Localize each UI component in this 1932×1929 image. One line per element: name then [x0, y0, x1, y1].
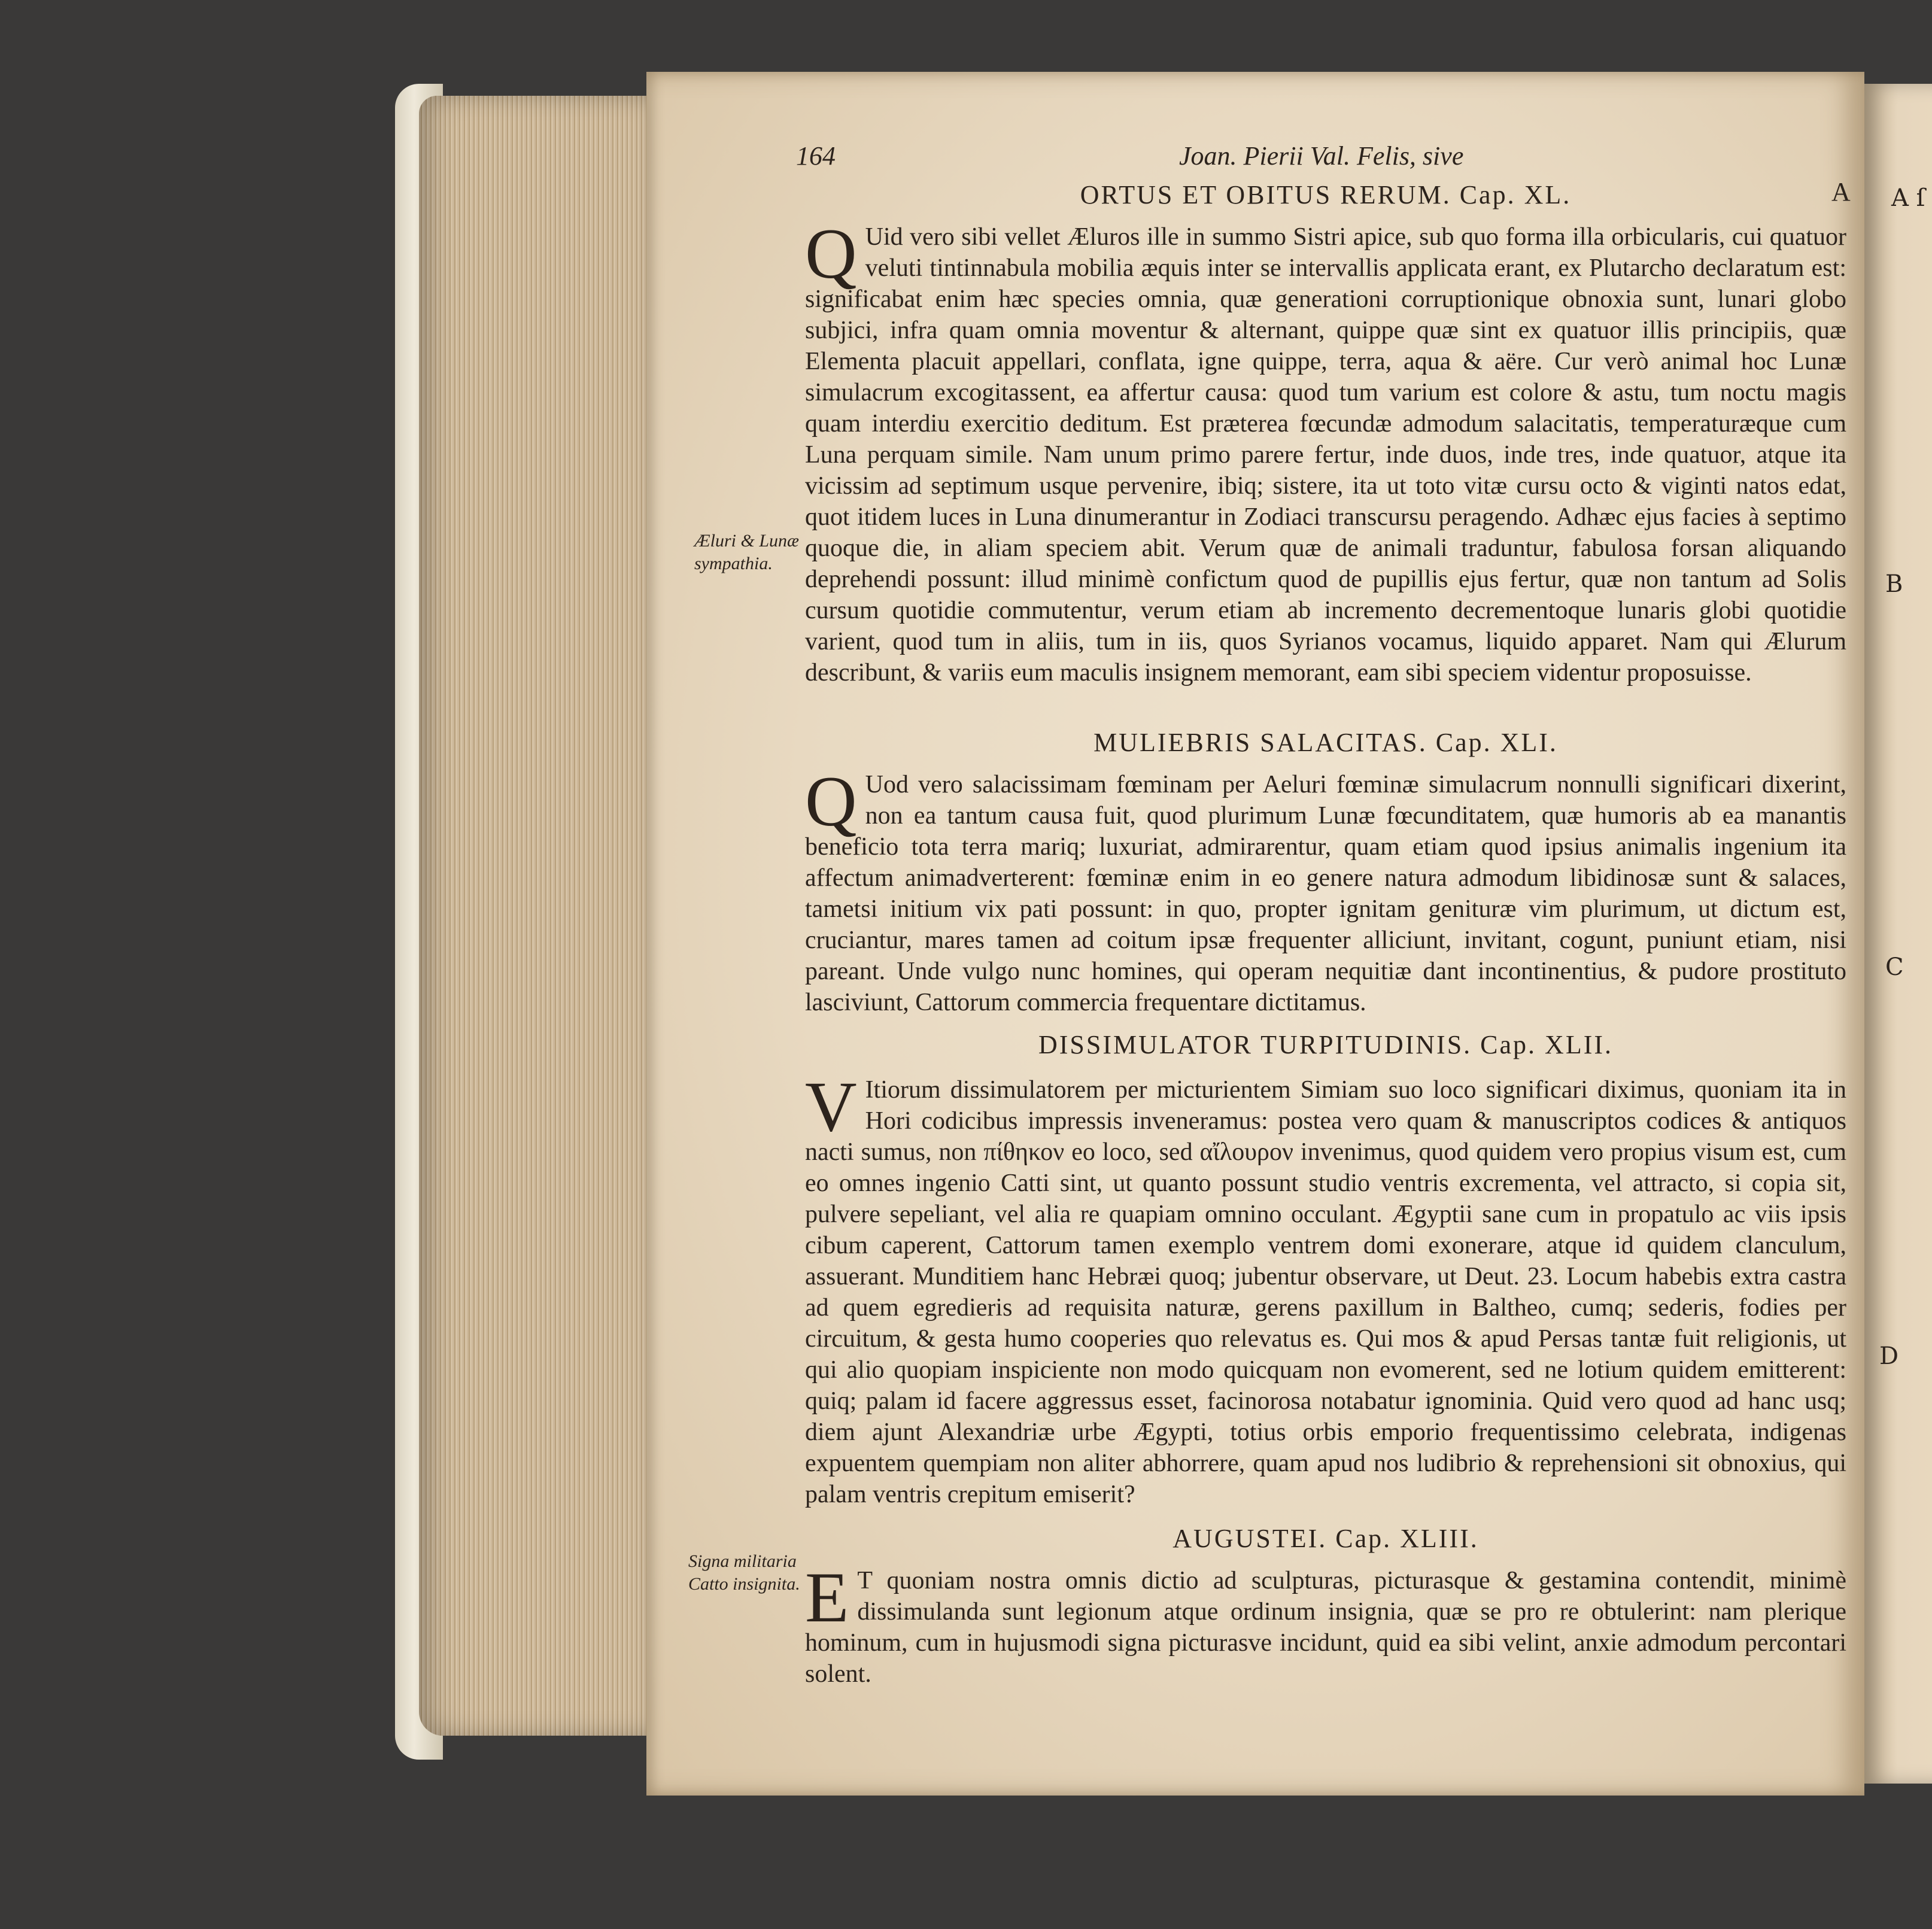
page-number: 164: [796, 141, 836, 171]
dropcap-q-2: Q: [805, 761, 857, 841]
chapter-40-body: [805, 214, 1846, 718]
chapter-heading-41: MULIEBRIS SALACITAS. Cap. XLI.: [1093, 728, 1558, 757]
chapter-41-body: [805, 761, 1846, 1020]
chapter-42-text: Itiorum dissimulatorem per micturientem Simiam suo loco significari diximus, quoniam ita in Hori codicibus impressis inveneramus: postea vero quam & manuscriptos codices & antiquos nacti sumus, non πίθηκον eo loco, sed αἴλουρον invenimus, quod quidem vero propius visum est, cum eo omnes ingenio Catti sint, ut quanto possunt studio ventris excrementa, vel attracto, si copia sit, pulvere sepeliant, vel alia re quapiam omnino occulant. Ægyptii sane cum in propatulo ac viis ipsis cibum caperent, Cattorum tamen exemplo ventrem domi exonerare, atque id quidem clanculum, assuerant. Munditiem hanc Hebræi quoq; jubentur observare, ut Deut. 23. Locum habebis extra castra ad quem egredieris ad requisita naturæ, gerens paxillum in Baltheo, cumq; sederis, fodies per circuitum, & gesta humo cooperies quo relevatus es. Qui mos & apud Persas tantæ fuit religionis, ut qui alio quopiam inspiciente non modo quicquam non evomerent, sed ne lotium quidem emitterent: quiq; palam id facere aggressus esset, facinorosa notabatur ignominia. Quid vero quod ad hanc usq; diem ajunt Alexandriæ urbe Ægypti, totius orbis emporio frequentissimo celebrata, indigenas expuentem quempiam non aliter abhorrere, quam apud nos ludibrio & reprehensioni sit obnoxius, qui palam ventris crepitum emiserit?: [805, 1076, 1846, 1508]
chapter-heading-40: ORTUS ET OBITUS RERUM. Cap. XL.: [1080, 180, 1572, 209]
facing-page-fragment-d: D: [1879, 1342, 1899, 1370]
marginal-note-aeluri: Æluri & Lunæ sympathia.: [694, 531, 800, 573]
chapter-41-text: Uod vero salacissimam fœminam per Aeluri fœminæ simulacrum nonnulli significari dixerint, non ea tantum causa fuit, quod plurimum Lunæ fœcunditatem, quæ humoris ab ea manantis beneficio tota terra mariq; luxuriat, admirarentur, quam etiam quod ipsius animalis ingenium ita affectum animadverterent: fœminæ enim in eo genere natura admodum libidinosæ sunt & salaces, tametsi initium vix pati possunt: in quo, propter ignitam genituræ vim plurimum, ut dictum est, cruciantur, mares tamen ad coitum ipsæ frequenter alliciunt, invitant, cogunt, puniunt etiam, nisi pareant. Unde vulgo nunc homines, qui operam nequitiæ dant incontinentius, & pudore prostituto lasciviunt, Cattorum commercia frequentare dictitamus.: [805, 771, 1846, 1016]
chapter-43-body: [805, 1557, 1846, 1697]
page-block-edge: [419, 96, 646, 1736]
marginal-note-signa: Signa militaria Catto insignita.: [688, 1551, 800, 1594]
chapter-43-text: T quoniam nostra omnis dictio ad sculpturas, picturasque & gestamina contendit, minimè dissimulanda sunt legionum atque ordinum insignia, quæ se pro re obtulerint: nam plerique hominum, cum in hujusmodi signa picturasve incidunt, quid ea sibi velint, anxie admodum percontari solent.: [805, 1567, 1846, 1688]
facing-page-fragment-c: C: [1885, 953, 1904, 981]
chapter-42-body: [805, 1067, 1846, 1508]
dropcap-e: E: [805, 1557, 849, 1637]
section-letter-a: A: [1831, 177, 1851, 206]
facing-page-edge: [1864, 84, 1932, 1784]
running-title: Joan. Pierii Val. Felis, sive: [1179, 141, 1464, 171]
chapter-heading-42: DISSIMULATOR TURPITUDINIS. Cap. XLII.: [1038, 1030, 1614, 1059]
facing-page-fragment-b: B: [1885, 570, 1903, 598]
facing-page-fragment-a: A ſ: [1891, 184, 1925, 212]
chapter-heading-43: AUGUSTEI. Cap. XLIII.: [1172, 1524, 1479, 1553]
chapter-40-text: Uid vero sibi vellet Æluros ille in summo Sistri apice, sub quo forma illa orbicularis, cui quatuor veluti tintinnabula mobilia æquis inter se intervallis applicata erant, ex Plutarcho declaratum est: significabat enim hæc species omnia, quæ generationi corruptionique obnoxia sunt, lunari globo subjici, infra quam omnia moventur & alternant, quippe quæ sint ex quatuor illis principiis, quæ Elementa placuit appellari, conflata, igne quippe, terra, aqua & aëre. Cur verò animal hoc Lunæ simulacrum excogitassent, ea affertur causa: quod tum varium est colore & astu, tum noctu magis quam interdiu exercitio deditum. Est præterea fœcundæ admodum salacitatis, temperaturæque cum Luna perquam simile. Nam unum primo parere fertur, inde duos, inde tres, inde quatuor, atque ita vicissim ad septimum usque pervenire, ibiq; sistere, ita ut toto vitæ cursu octo & viginti natos edat, quot itidem luces in Luna dinumerantur in Zodiaci transcursu peragendo. Adhæc ejus facies à septimo quoque die, in aliam speciem abit. Verum quæ de animali traduntur, fabulosa forsan aliquando deprehendi possunt: illud minimè confictum quod de pupillis ejus fertur, quæ non tantum ad Solis cursum quotidie commutentur, verum etiam ab incremento decrementoque lunaris globi quotidie varient, quod tum in aliis, tum in iis, quos Syrianos vocamus, liquido apparet. Nam qui Ælurum describunt, & variis eum maculis insignem memorant, eam sibi speciem videntur proposuisse.: [805, 223, 1846, 686]
dropcap-v: V: [805, 1067, 857, 1146]
dropcap-q: Q: [805, 214, 857, 293]
